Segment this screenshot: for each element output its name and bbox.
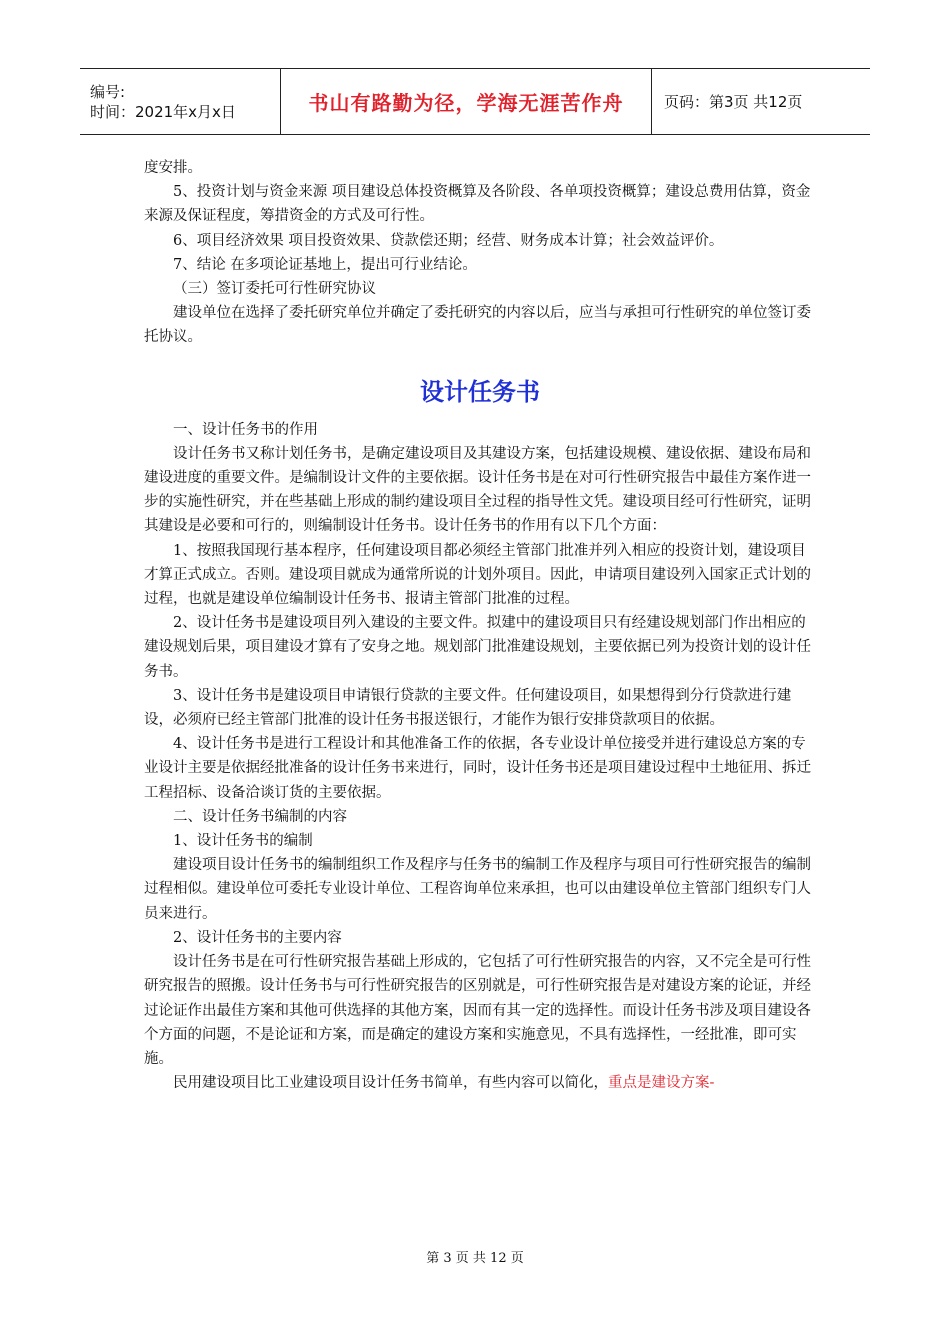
paragraph: 4、设计任务书是进行工程设计和其他准备工作的依据，各专业设计单位接受并进行建设总方案的专业设计主要是依据经批准备的设计任务书来进行，同时，设计任务书还是项目建设过程中土地征用、拆迁工程招标、设备洽谈订货的主要依据。 (144, 736, 811, 801)
paragraph-text: 民用建设项目比工业建设项目设计任务书简单，有些内容可以简化， (173, 1075, 608, 1092)
document-body (144, 156, 816, 1095)
paragraph: 建设项目设计任务书的编制组织工作及程序与任务书的编制工作及程序与项目可行性研究报告的编制过程相似。建设单位可委托专业设计单位、工程咨询单位来承担，也可以由建设单位主管部门组织专门人员来进行。 (144, 857, 811, 922)
paragraph: 2、设计任务书是建设项目列入建设的主要文件。拟建中的建设项目只有经建设规划部门作出相应的建设规划后果，项目建设才算有了安身之地。规划部门批准建设规划，主要依据已列为投资计划的设计任务书。 (144, 615, 811, 680)
paragraph: 6、项目经济效果 项目投资效果、贷款偿还期；经营、财务成本计算；社会效益评价。 (173, 232, 724, 249)
subheading: 2、设计任务书的主要内容 (173, 929, 342, 946)
paragraph: 度安排。 (144, 160, 202, 176)
header-motto-cell (280, 69, 652, 134)
header-page-code: 页码：第3页 共12页 (664, 93, 803, 111)
paragraph: 7、结论 在多项论证基地上，提出可行业结论。 (173, 256, 477, 273)
paragraph: 建设单位在选择了委托研究单位并确定了委托研究的内容以后，应当与承担可行性研究的单位签订委托协议。 (144, 305, 811, 346)
doc-number-label: 编号: (90, 82, 126, 101)
header-motto: 书山有路勤为径，学海无涯苦作舟 (308, 91, 624, 115)
page-header (80, 68, 870, 135)
paragraph (144, 1071, 816, 1095)
paragraph: 3、设计任务书是建设项目申请银行贷款的主要文件。任何建设项目，如果想得到分行贷款进行建设，必须府已经主管部门批准的设计任务书报送银行，才能作为银行安排贷款项目的依据。 (144, 687, 792, 729)
page-footer: 第 3 页 共 12 页 (426, 1251, 524, 1266)
doc-time: 时间：2021年x月x日 (90, 102, 236, 121)
paragraph: 5、投资计划与资金来源 项目建设总体投资概算及各阶段、各单项投资概算；建设总费用估算，资金来源及保证程度，筹措资金的方式及可行性。 (144, 184, 811, 225)
section-title: 设计任务书 (420, 377, 540, 406)
subheading: 1、设计任务书的编制 (173, 833, 313, 850)
paragraph: 设计任务书又称计划任务书，是确定建设项目及其建设方案，包括建设规模、建设依据、建设布局和建设进度的重要文件。是编制设计文件的主要依据。设计任务书是在对可行性研究报告中最佳方案作进一步的实施性研究，并在些基础上形成的制约建设项目全过程的指导性文凭。建设项目经可行性研究，证明其建设是必要和可行的，则编制设计任务书。设计任务书的作用有以下几个方面： (144, 445, 811, 535)
header-page-code-cell (652, 69, 870, 134)
header-meta (80, 69, 280, 134)
paragraph: 1、按照我国现行基本程序，任何建设项目都必须经主管部门批准并列入相应的投资计划，建设项目才算正式成立。否则。建设项目就成为通常所说的计划外项目。因此，申请项目建设列入国家正式计划的过程，也就是建设单位编制设计任务书、报请主管部门批准的过程。 (144, 542, 811, 608)
paragraph: 设计任务书是在可行性研究报告基础上形成的，它包括了可行性研究报告的内容，又不完全是可行性研究报告的照搬。设计任务书与可行性研究报告的区别就是，可行性研究报告是对建设方案的论证，并经过论证作出最佳方案和其他可供选择的其他方案，因而有其一定的选择性。而设计任务书涉及项目建设各个方面的问题，不是论证和方案，而是确定的建设方案和实施意见，不具有选择性，一经批准，即可实施。 (144, 954, 811, 1067)
subheading: 二、设计任务书编制的内容 (173, 808, 347, 825)
subheading: 一、设计任务书的作用 (173, 421, 318, 438)
highlighted-text: 重点是建设方案- (608, 1075, 715, 1092)
subheading: （三）签订委托可行性研究协议 (173, 281, 376, 298)
